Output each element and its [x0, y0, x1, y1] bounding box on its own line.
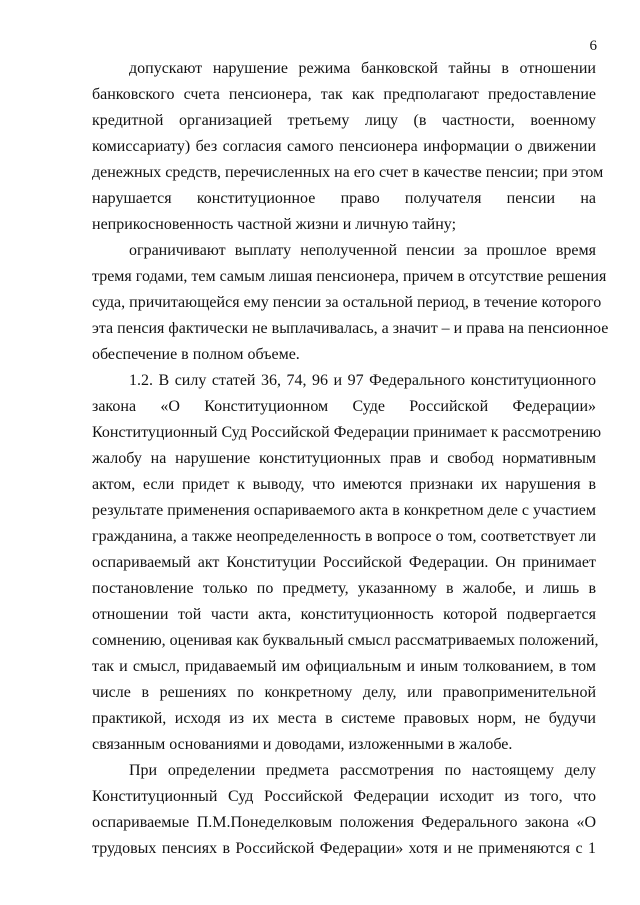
text-line: гражданина, а также неопределенность в вопросе о том, соответствует ли	[92, 528, 596, 545]
page-number: 6	[589, 38, 597, 54]
text-line: практикой, исходя из их места в системе правовых норм, не будучи	[92, 710, 596, 727]
text-line: отношении той части акта, конституционность которой подвергается	[92, 606, 596, 623]
text-line: кредитной организацией третьему лицу (в частности, военному	[92, 112, 596, 129]
text-line: актом, если придет к выводу, что имеются признаки их нарушения в	[92, 476, 596, 493]
text-line: тремя годами, тем самым лишая пенсионера, причем в отсутствие решения	[92, 268, 607, 285]
text-line: оспариваемый акт Конституции Российской Федерации. Он принимает	[92, 554, 596, 571]
text-line: комиссариату) без согласия самого пенсионера информации о движении	[92, 138, 596, 155]
text-line: оспариваемые П.М.Понеделковым положения Федерального закона «О	[92, 814, 596, 831]
text-line: так и смысл, придаваемый им официальным и иным толкованием, в том	[92, 658, 596, 675]
text-line: Конституционный Суд Российской Федерации принимает к рассмотрению	[92, 424, 602, 441]
text-line: закона «О Конституционном Суде Российской Федерации»	[92, 398, 596, 415]
text-line: ограничивают выплату неполученной пенсии за прошлое время	[129, 242, 596, 259]
text-line: денежных средств, перечисленных на его счет в качестве пенсии; при этом	[92, 164, 604, 181]
text-line: жалобу на нарушение конституционных прав и свобод нормативным	[92, 450, 596, 467]
text-line: допускают нарушение режима банковской тайны в отношении	[129, 60, 596, 77]
text-line: суда, причитающейся ему пенсии за остальной период, в течение которого	[92, 294, 602, 311]
text-line: нарушается конституционное право получателя пенсии на	[92, 190, 596, 207]
text-line: связанным основаниями и доводами, изложенными в жалобе.	[92, 736, 513, 753]
text-line: трудовых пенсиях в Российской Федерации» хотя и не применяются с 1	[92, 840, 596, 857]
text-line: обеспечение в полном объеме.	[92, 346, 300, 363]
text-line: При определении предмета рассмотрения по настоящему делу	[129, 762, 596, 779]
text-line: числе в решениях по конкретному делу, или правоприменительной	[92, 684, 596, 701]
text-line: неприкосновенность частной жизни и личную тайну;	[92, 216, 457, 233]
text-line: результате применения оспариваемого акта в конкретном деле с участием	[92, 502, 597, 519]
text-line: Конституционный Суд Российской Федерации исходит из того, что	[92, 788, 596, 805]
text-line: банковского счета пенсионера, так как предполагают предоставление	[92, 86, 596, 103]
text-line: эта пенсия фактически не выплачивалась, а значит – и права на пенсионное	[92, 320, 609, 337]
text-line: 1.2. В силу статей 36, 74, 96 и 97 Федерального конституционного	[129, 372, 596, 389]
text-line: постановление только по предмету, указанному в жалобе, и лишь в	[92, 580, 596, 597]
text-line: сомнению, оценивая как буквальный смысл рассматриваемых положений,	[92, 632, 599, 649]
